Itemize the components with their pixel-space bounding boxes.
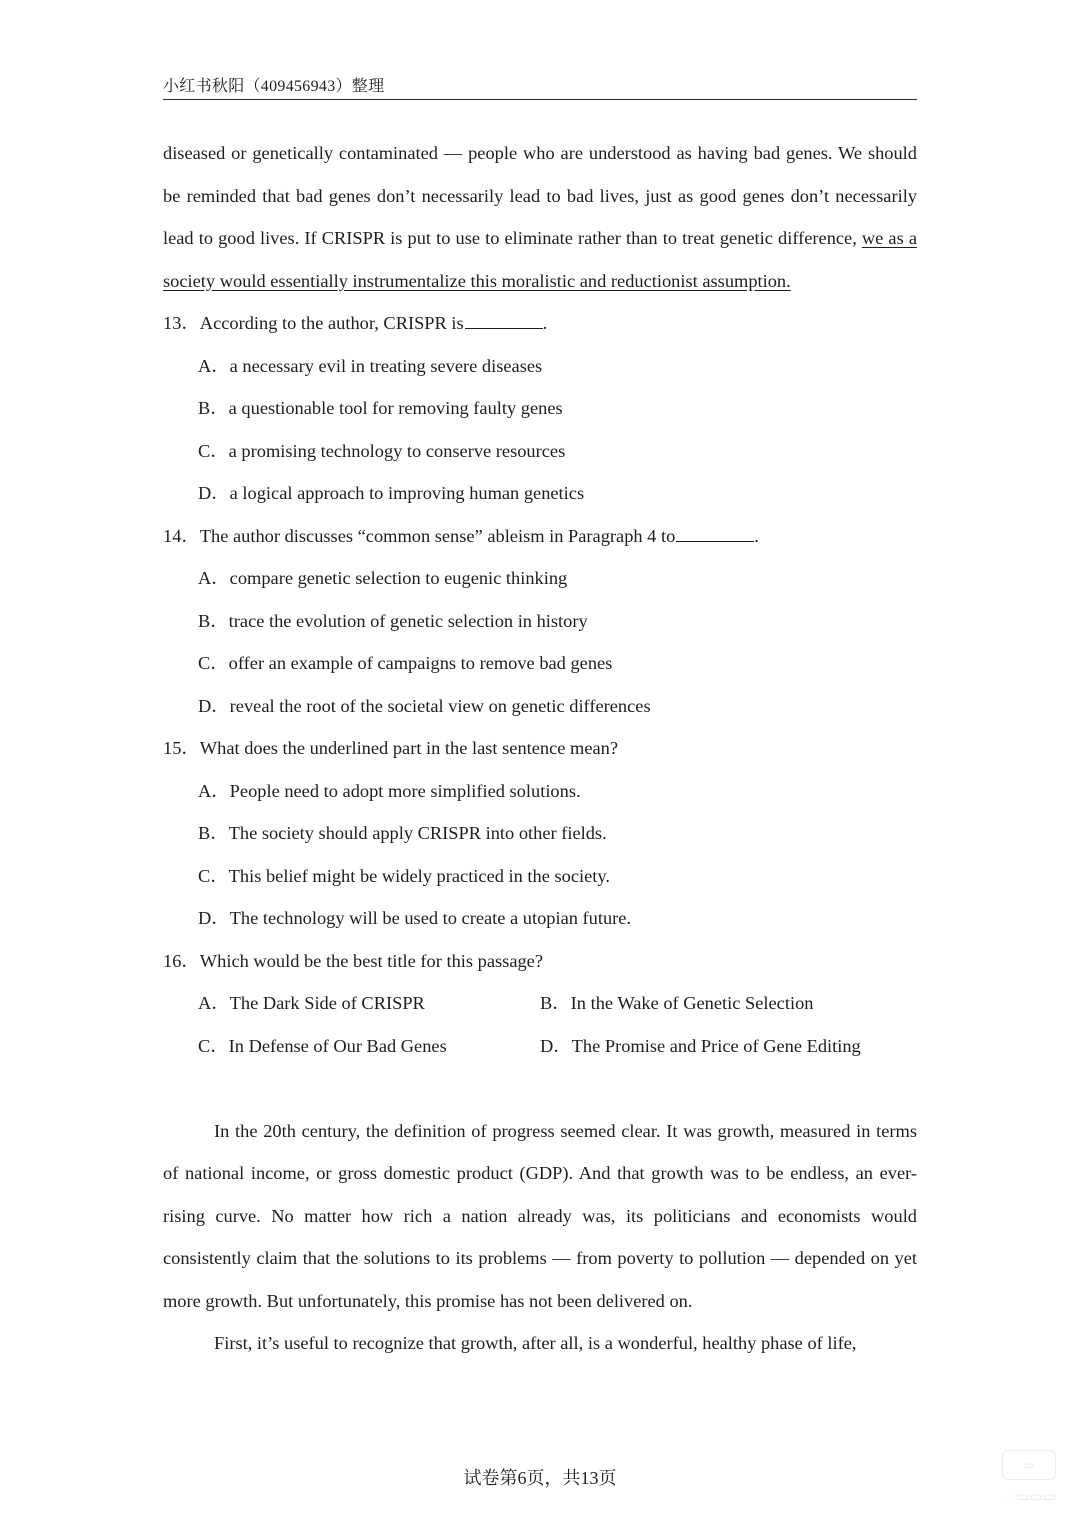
option-15b — [198, 812, 917, 855]
option-13d — [198, 472, 917, 515]
option-text: In Defense of Our Bad Genes — [228, 1035, 447, 1056]
option-text: trace the evolution of genetic selection in history — [228, 610, 588, 631]
answer-blank — [465, 312, 543, 329]
option-letter: C． — [198, 865, 229, 886]
watermark-icon: ◌ ▭▭▭ — [1004, 1488, 1056, 1504]
option-text: a logical approach to improving human genetics — [229, 483, 585, 503]
question-end: . — [754, 525, 759, 546]
option-14a — [198, 557, 917, 600]
question-number: 13． — [163, 313, 200, 333]
option-16c — [198, 1025, 540, 1068]
question-16 — [163, 940, 917, 983]
option-text: reveal the root of the societal view on genetic differences — [229, 695, 651, 716]
option-16a — [198, 982, 540, 1025]
question-14 — [163, 515, 917, 558]
page-number: 试卷第6页，共13页 — [463, 1468, 617, 1488]
option-16b — [540, 982, 813, 1025]
option-text: The technology will be used to create a utopian future. — [229, 908, 632, 928]
option-letter: D． — [198, 908, 230, 928]
page-footer — [0, 1466, 1080, 1490]
option-15c — [198, 855, 917, 898]
question-13 — [163, 302, 917, 345]
option-text: a questionable tool for removing faulty genes — [228, 398, 563, 418]
option-text: compare genetic selection to eugenic thinking — [229, 568, 568, 588]
option-13c — [198, 430, 917, 473]
option-letter: C． — [198, 653, 229, 673]
option-14c — [198, 642, 917, 685]
answer-blank — [676, 525, 754, 542]
option-text: a necessary evil in treating severe diseases — [229, 355, 543, 376]
option-letter: D． — [198, 695, 230, 716]
option-letter: A． — [198, 993, 230, 1013]
option-15d — [198, 897, 917, 940]
page-content — [163, 132, 917, 1365]
option-letter: D． — [198, 483, 230, 503]
option-letter: A． — [198, 355, 230, 376]
question-stem: Which would be the best title for this passage? — [199, 950, 543, 971]
options-row-1 — [198, 982, 917, 1025]
option-letter: B． — [540, 993, 571, 1013]
question-stem: What does the underlined part in the last sentence mean? — [199, 738, 619, 758]
option-letter: C． — [198, 440, 229, 461]
option-16d — [540, 1025, 861, 1068]
option-text: The Promise and Price of Gene Editing — [571, 1035, 861, 1056]
question-number: 16． — [163, 950, 200, 971]
option-letter: D． — [540, 1035, 572, 1056]
question-number: 15． — [163, 738, 200, 758]
watermark-logo-icon: ▭ — [1002, 1450, 1056, 1480]
option-text: a promising technology to conserve resources — [228, 440, 566, 461]
question-15 — [163, 727, 917, 770]
question-number: 14． — [163, 525, 200, 546]
question-end: . — [542, 313, 548, 333]
next-passage-paragraph-2: First, it’s useful to recognize that growth, after all, is a wonderful, healthy phase of life, — [214, 1333, 857, 1353]
option-14b — [198, 600, 917, 643]
option-letter: B． — [198, 823, 229, 843]
options-row-2 — [198, 1025, 917, 1068]
option-text: People need to adopt more simplified solutions. — [229, 780, 581, 801]
option-letter: A． — [198, 780, 230, 801]
option-letter: B． — [198, 398, 229, 418]
option-14d — [198, 685, 917, 728]
option-text: The society should apply CRISPR into other fields. — [228, 823, 607, 843]
header-text: 小红书秋阳（409456943）整理 — [163, 78, 385, 95]
question-stem: According to the author, CRISPR is — [199, 313, 464, 333]
option-letter: A． — [198, 568, 230, 588]
question-stem: The author discusses “common sense” ableism in Paragraph 4 to — [199, 525, 676, 546]
underlined-sentence: we as a society would essentially instrumentalize this moralistic and reductionist assumption. — [163, 228, 917, 291]
section-gap — [163, 1067, 917, 1110]
option-text: offer an example of campaigns to remove bad genes — [228, 653, 613, 673]
passage-ending-paragraph — [163, 132, 917, 302]
option-letter: C． — [198, 1035, 229, 1056]
next-passage-paragraph-1: In the 20th century, the definition of progress seemed clear. It was growth, measured in terms of national income, or gross domestic product (GDP). And that growth was to be endless, an ever-rising curve. No matter how rich a nation already was, its politicians and economists would consistently claim that the solutions to its problems — from poverty to pollution — depended on yet more growth. But unfortunately, this promise has not been delivered on. — [163, 1120, 917, 1311]
option-letter: B． — [198, 610, 229, 631]
page-header — [163, 76, 917, 100]
option-text: The Dark Side of CRISPR — [229, 993, 425, 1013]
option-13a — [198, 345, 917, 388]
passage-text: diseased or genetically contaminated — people who are understood as having bad genes. We should be reminded that bad genes don’t necessarily lead to bad lives, just as good genes don’t necessarily lead to good lives. If CRISPR is put to use to eliminate rather than to treat genetic difference, — [163, 143, 917, 248]
option-15a — [198, 770, 917, 813]
option-13b — [198, 387, 917, 430]
option-text: In the Wake of Genetic Selection — [570, 993, 814, 1013]
option-text: This belief might be widely practiced in the society. — [228, 865, 610, 886]
